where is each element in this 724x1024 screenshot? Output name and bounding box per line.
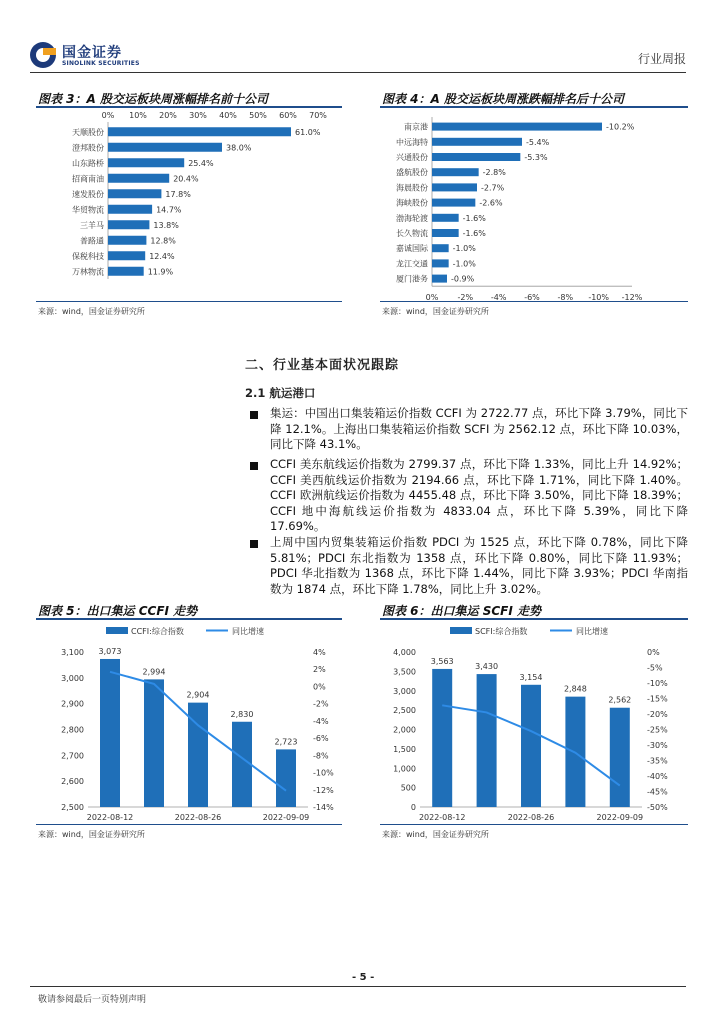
x-tick-label: 40%	[219, 111, 237, 120]
x-tick-label: 60%	[279, 111, 297, 120]
fig5-title: 图表 5：出口集运 CCFI 走势	[38, 604, 198, 618]
bullet-square-icon	[250, 411, 258, 419]
data-label: 2,994	[142, 667, 166, 677]
y-right-tick-label: 4%	[313, 648, 326, 657]
category-label: 保税科技	[72, 251, 104, 261]
x-tick-label: 2022-08-12	[418, 813, 466, 822]
fig4-chart	[380, 107, 688, 303]
data-label: -1.6%	[462, 229, 486, 238]
data-label: 13.8%	[153, 220, 179, 230]
y-left-tick-label: 500	[400, 783, 416, 793]
y-right-tick-label: -2%	[313, 699, 329, 709]
logo-mark-icon	[28, 40, 58, 70]
data-label: -0.9%	[451, 274, 475, 284]
fig4-bottom-rule	[380, 301, 688, 302]
bar	[432, 214, 459, 222]
x-tick-label: 0%	[425, 293, 439, 302]
data-label: 3,073	[98, 646, 122, 656]
data-label: -2.6%	[479, 198, 503, 208]
bar	[144, 679, 164, 807]
bar	[432, 138, 522, 146]
bar	[108, 236, 146, 245]
bullet-text: 上周中国内贸集装箱运价指数 PDCI 为 1525 点，环比下降 0.78%，同比下降 5.81%；PDCI 东北指数为 1358 点，环比下降 0.80%，同比下降 11.93%；PDCI 华北指数为 1368 点，环比下降 1.44%，同比下降 3.93%；PDCI 华南指数为 1874 点，环比下降 1.78%，同比上升 3.02%。	[270, 535, 688, 596]
data-label: -2.8%	[482, 168, 506, 178]
data-label: 12.8%	[150, 236, 176, 246]
fig6-bottom-rule	[380, 824, 688, 825]
y-right-tick-label: -40%	[647, 772, 668, 781]
category-label: 澄邦股份	[72, 143, 104, 153]
x-tick-label: 30%	[189, 111, 207, 120]
y-left-tick-label: 2,900	[61, 699, 84, 709]
data-label: 61.0%	[295, 127, 321, 137]
y-left-tick-label: 2,000	[393, 725, 416, 735]
x-tick-label: 2022-08-26	[507, 813, 555, 822]
bar	[108, 220, 149, 229]
data-label: 2,904	[186, 690, 210, 700]
data-label: 17.8%	[165, 189, 191, 199]
legend-bar-swatch	[106, 627, 128, 634]
legend-label: SCFI:综合指数	[475, 627, 528, 636]
y-right-tick-label: -10%	[313, 768, 334, 778]
bar	[108, 189, 161, 198]
x-tick-label: 20%	[159, 111, 177, 120]
fig5-source: 来源：wind，国金证券研究所	[38, 830, 145, 839]
bar	[432, 183, 477, 191]
y-left-tick-label: 2,800	[61, 725, 84, 735]
x-tick-label: 50%	[249, 111, 267, 120]
data-label: 2,830	[230, 709, 254, 719]
legend-label: 同比增速	[576, 627, 608, 636]
category-label: 渤海轮渡	[396, 213, 428, 223]
bar	[432, 199, 475, 207]
x-tick-label: 2022-09-09	[596, 813, 644, 822]
bar	[432, 275, 447, 283]
data-label: -5.3%	[524, 153, 548, 162]
y-left-tick-label: 2,500	[393, 706, 416, 716]
x-tick-label: -8%	[557, 293, 574, 302]
category-label: 普路通	[80, 236, 104, 246]
bar	[276, 749, 296, 807]
bar	[100, 659, 120, 807]
y-right-tick-label: -6%	[313, 734, 329, 744]
x-tick-label: -2%	[457, 293, 474, 302]
category-label: 三羊马	[80, 220, 104, 230]
data-label: 20.4%	[173, 174, 199, 184]
bar	[108, 267, 144, 276]
bar	[432, 168, 479, 176]
y-right-tick-label: 0%	[313, 682, 326, 692]
data-label: -5.4%	[526, 137, 550, 147]
data-label: -10.2%	[606, 122, 635, 132]
subsection-title: 2.1 航运港口	[245, 386, 316, 400]
bar	[432, 229, 459, 237]
data-label: -2.7%	[481, 183, 505, 193]
data-label: 3,563	[430, 656, 454, 666]
data-label: 3,430	[475, 662, 499, 672]
y-left-tick-label: 3,000	[393, 686, 416, 696]
category-label: 速发股份	[72, 189, 104, 199]
bar	[432, 123, 602, 131]
x-tick-label: 2022-08-12	[86, 813, 134, 822]
footer-disclaimer: 敬请参阅最后一页特别声明	[38, 995, 147, 1005]
y-right-tick-label: 2%	[313, 665, 326, 675]
section-title: 二、行业基本面状况跟踪	[245, 358, 400, 373]
x-tick-label: 2022-08-26	[174, 813, 222, 822]
y-left-tick-label: 3,100	[61, 648, 84, 657]
bar	[232, 722, 252, 807]
y-right-tick-label: 0%	[647, 648, 660, 657]
fig6-title: 图表 6：出口集运 SCFI 走势	[382, 604, 541, 618]
legend-label: CCFI:综合指数	[131, 627, 184, 636]
bar	[108, 205, 152, 214]
y-left-tick-label: 0	[410, 803, 416, 812]
category-label: 南京港	[404, 122, 428, 132]
category-label: 龙江交通	[396, 259, 428, 269]
y-left-tick-label: 1,500	[393, 744, 416, 754]
category-label: 厦门港务	[396, 274, 428, 284]
category-label: 海晨股份	[396, 183, 428, 193]
logo-subtitle: SINOLINK SECURITIES	[62, 60, 140, 67]
category-label: 华贸物流	[72, 205, 104, 215]
page-number: - 5 -	[352, 972, 375, 983]
category-label: 长久物流	[396, 229, 428, 238]
y-right-tick-label: -30%	[647, 741, 668, 750]
x-tick-label: 10%	[129, 111, 147, 120]
data-label: 2,562	[608, 695, 632, 705]
y-left-tick-label: 3,500	[393, 667, 416, 677]
data-label: -1.0%	[452, 244, 476, 254]
y-right-tick-label: -25%	[647, 725, 668, 735]
y-right-tick-label: -10%	[647, 679, 668, 688]
footer-divider	[30, 986, 686, 987]
header-divider	[30, 72, 686, 73]
y-right-tick-label: -5%	[647, 663, 663, 673]
bullet-square-icon	[250, 540, 258, 548]
x-tick-label: -6%	[524, 293, 540, 302]
y-left-tick-label: 3,000	[61, 673, 84, 683]
y-right-tick-label: -20%	[647, 710, 668, 719]
x-tick-label: -4%	[490, 293, 507, 302]
fig3-bottom-rule	[36, 301, 342, 302]
bar	[108, 143, 222, 152]
x-tick-label: -12%	[621, 293, 643, 302]
bar	[432, 244, 449, 252]
x-tick-label: 2022-09-09	[262, 813, 310, 822]
y-left-tick-label: 2,700	[61, 751, 84, 761]
y-right-tick-label: -4%	[313, 716, 329, 726]
bullet-square-icon	[250, 462, 258, 470]
legend-label: 同比增速	[232, 627, 264, 636]
y-right-tick-label: -12%	[313, 785, 334, 795]
y-left-tick-label: 2,500	[61, 803, 84, 812]
y-left-tick-label: 1,000	[393, 764, 416, 774]
y-right-tick-label: -14%	[313, 803, 334, 812]
data-label: 2,723	[274, 737, 298, 747]
y-left-tick-label: 2,600	[61, 777, 84, 787]
bar	[432, 153, 520, 161]
category-label: 嘉诚国际	[396, 244, 428, 254]
bar	[521, 685, 541, 807]
fig5-chart	[36, 619, 342, 823]
x-tick-label: -10%	[588, 293, 610, 302]
y-right-tick-label: -50%	[647, 803, 668, 812]
category-label: 招商南油	[72, 174, 104, 184]
data-label: 25.4%	[188, 158, 214, 168]
bar	[108, 174, 169, 183]
fig4-source: 来源：wind，国金证券研究所	[382, 307, 489, 316]
category-label: 天顺股份	[72, 127, 104, 137]
y-left-tick-label: 4,000	[393, 648, 416, 657]
category-label: 兴通股份	[396, 153, 428, 162]
document-type: 行业周报	[637, 52, 686, 66]
y-right-tick-label: -8%	[313, 751, 329, 761]
bar	[610, 708, 630, 807]
bullet-text: 集运：中国出口集装箱运价指数 CCFI 为 2722.77 点，环比下降 3.79%，同比下降 12.1%。上海出口集装箱运价指数 SCFI 为 2562.12 点，环比下降 10.03%，同比下降 43.1%。	[270, 406, 688, 451]
fig5-bottom-rule	[36, 824, 342, 825]
bullet-text: CCFI 美东航线运价指数为 2799.37 点，环比下降 1.33%，同比上升 14.92%；CCFI 美西航线运价指数为 2194.66 点，环比下降 1.71%，同比下降 1.40%。CCFI 欧洲航线运价指数为 4455.48 点，环比下降 3.50%，同比下降 18.39%；CCFI 地中海航线运价指数为 4833.04 点，环比下降 5.39%，同比下降 17.69%。	[270, 457, 688, 533]
category-label: 山东路桥	[72, 158, 104, 168]
data-label: 2,848	[563, 684, 587, 694]
company-logo	[28, 40, 140, 72]
data-label: 38.0%	[226, 143, 252, 153]
legend-bar-swatch	[450, 627, 472, 634]
x-tick-label: 70%	[309, 111, 327, 120]
bar	[432, 669, 452, 807]
category-label: 盛航股份	[396, 168, 428, 178]
fig6-source: 来源：wind，国金证券研究所	[382, 830, 489, 839]
logo-name: 国金证券	[62, 45, 122, 61]
fig3-source: 来源：wind，国金证券研究所	[38, 307, 145, 316]
data-label: -1.6%	[462, 213, 486, 223]
data-label: 12.4%	[149, 251, 175, 261]
bar	[108, 158, 184, 167]
bar	[108, 127, 291, 136]
y-right-tick-label: -35%	[647, 756, 668, 766]
bar	[432, 259, 449, 267]
x-tick-label: 0%	[101, 111, 115, 120]
category-label: 中远海特	[396, 137, 428, 147]
category-label: 万林物流	[72, 267, 104, 277]
data-label: 11.9%	[147, 267, 174, 277]
category-label: 海峡股份	[396, 198, 428, 208]
fig3-title: 图表 3：A 股交运板块周涨幅排名前十公司	[38, 92, 268, 106]
data-label: 3,154	[519, 672, 543, 682]
y-right-tick-label: -45%	[647, 787, 668, 797]
fig3-chart	[36, 107, 342, 300]
fig6-chart	[380, 619, 688, 823]
bar	[477, 674, 497, 807]
y-right-tick-label: -15%	[647, 694, 668, 704]
data-label: 14.7%	[156, 205, 182, 215]
data-label: -1.0%	[452, 259, 476, 269]
bar	[108, 251, 145, 260]
fig4-title: 图表 4：A 股交运板块周涨跌幅排名后十公司	[382, 92, 624, 106]
